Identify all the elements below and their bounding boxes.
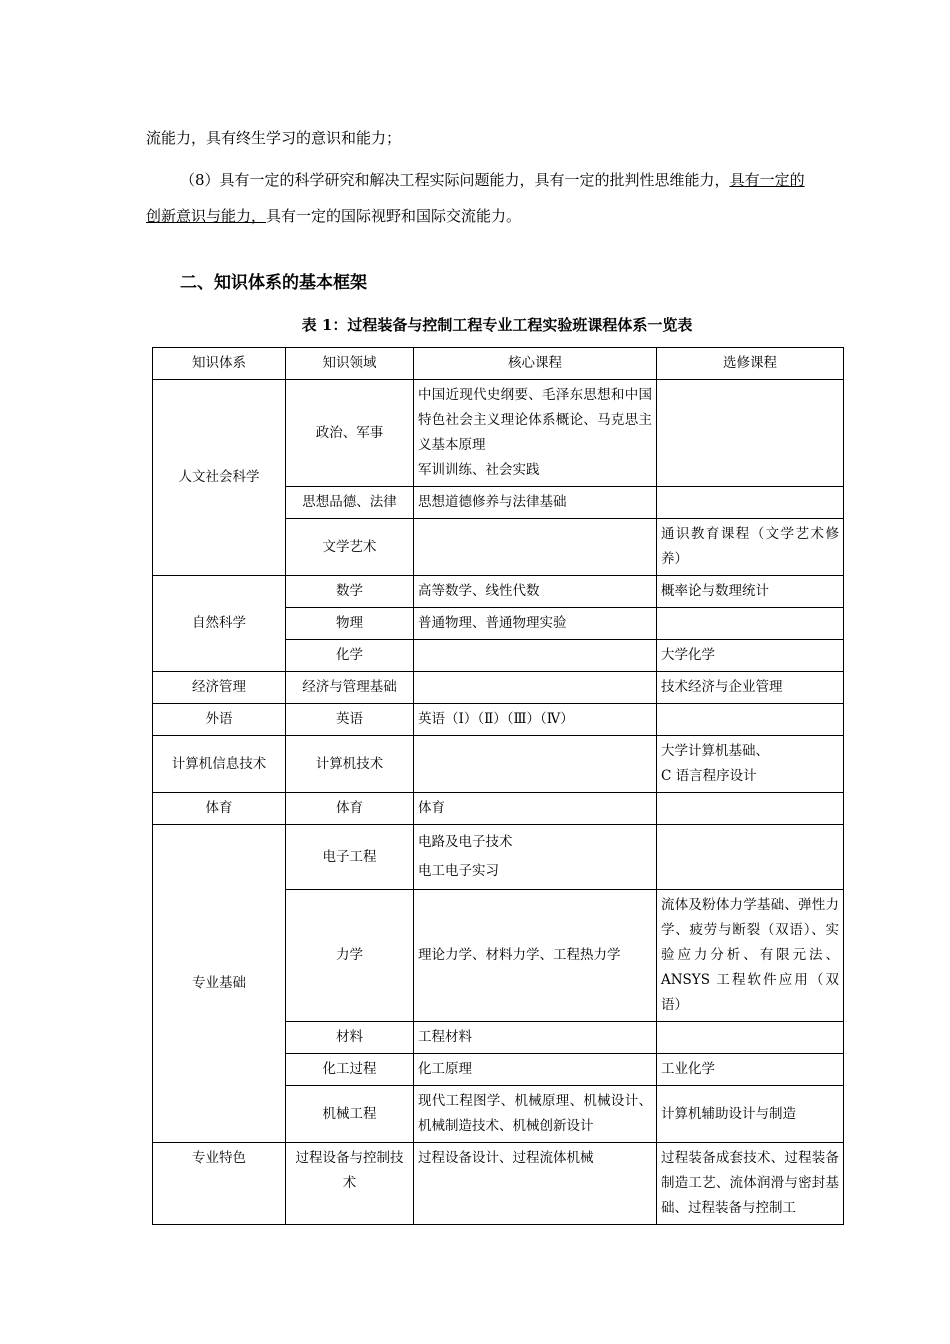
field-cell: 计算机技术 <box>286 736 414 793</box>
elective-cell: 大学化学 <box>657 640 844 672</box>
elective-text: 大学计算机基础、 <box>661 743 769 759</box>
core-cell: 英语（Ⅰ）（Ⅱ）（Ⅲ）（Ⅳ） <box>414 704 657 736</box>
system-cell: 自然科学 <box>153 576 286 672</box>
core-cell <box>414 519 657 576</box>
core-cell: 化工原理 <box>414 1054 657 1086</box>
field-cell: 物理 <box>286 608 414 640</box>
paragraph-text: 流能力，具有终生学习的意识和能力； <box>146 129 402 147</box>
header-cell: 知识领域 <box>286 348 414 380</box>
system-cell: 人文社会科学 <box>153 380 286 576</box>
table-row <box>153 576 844 608</box>
field-cell: 化工过程 <box>286 1054 414 1086</box>
paragraph-text: 具有一定的国际视野和国际交流能力。 <box>266 207 522 225</box>
table-row <box>153 793 844 825</box>
field-cell: 过程设备与控制技术 <box>286 1143 414 1225</box>
core-cell: 工程材料 <box>414 1022 657 1054</box>
header-cell: 知识体系 <box>153 348 286 380</box>
paragraph-item-8 <box>146 162 806 234</box>
core-text: 电路及电子技术 <box>418 834 513 850</box>
core-cell <box>414 672 657 704</box>
underlined-text: 具 <box>729 171 745 189</box>
elective-cell: 流体及粉体力学基础、弹性力学、疲劳与断裂（双语）、实验应力分析、有限元法、ANSYS 工程软件应用（双语） <box>657 890 844 1022</box>
system-cell: 计算机信息技术 <box>153 736 286 793</box>
elective-cell <box>657 793 844 825</box>
system-cell: 经济管理 <box>153 672 286 704</box>
elective-cell <box>657 704 844 736</box>
core-cell <box>414 380 657 487</box>
elective-cell: 工业化学 <box>657 1054 844 1086</box>
field-cell: 材料 <box>286 1022 414 1054</box>
core-cell <box>414 736 657 793</box>
section-heading: 二、知识体系的基本框架 <box>180 273 367 293</box>
field-cell: 文学艺术 <box>286 519 414 576</box>
field-cell: 政治、军事 <box>286 380 414 487</box>
elective-text: C 语言程序设计 <box>661 768 757 784</box>
underlined-text: 有一定的创新意识与能力， <box>146 171 805 225</box>
elective-cell <box>657 736 844 793</box>
field-cell: 力学 <box>286 890 414 1022</box>
field-cell: 英语 <box>286 704 414 736</box>
paragraph-continuation <box>146 128 806 148</box>
table-row <box>153 380 844 487</box>
table-caption: 表 1：过程装备与控制工程专业工程实验班课程体系一览表 <box>301 316 693 334</box>
field-cell: 数学 <box>286 576 414 608</box>
core-cell <box>414 825 657 890</box>
core-cell: 现代工程图学、机械原理、机械设计、机械制造技术、机械创新设计 <box>414 1086 657 1143</box>
curriculum-table <box>152 347 844 1225</box>
system-cell: 体育 <box>153 793 286 825</box>
core-text: 电工电子实习 <box>418 863 499 879</box>
system-cell: 外语 <box>153 704 286 736</box>
core-cell: 体育 <box>414 793 657 825</box>
core-cell <box>414 640 657 672</box>
table-row <box>153 736 844 793</box>
elective-cell: 计算机辅助设计与制造 <box>657 1086 844 1143</box>
core-cell: 理论力学、材料力学、工程热力学 <box>414 890 657 1022</box>
elective-cell <box>657 608 844 640</box>
core-cell: 普通物理、普通物理实验 <box>414 608 657 640</box>
core-text: 中国近现代史纲要、毛泽东思想和中国特色社会主义理论体系概论、马克思主义基本原理 <box>418 387 652 453</box>
paragraph-text: （8）具有一定的科学研究和解决工程实际问题能力，具有一定的批判性思维能力， <box>180 171 730 189</box>
field-cell: 化学 <box>286 640 414 672</box>
elective-cell: 过程装备成套技术、过程装备制造工艺、流体润滑与密封基础、过程装备与控制工 <box>657 1143 844 1225</box>
field-cell: 思想品德、法律 <box>286 487 414 519</box>
elective-cell <box>657 1022 844 1054</box>
field-cell: 电子工程 <box>286 825 414 890</box>
elective-cell: 概率论与数理统计 <box>657 576 844 608</box>
field-cell: 机械工程 <box>286 1086 414 1143</box>
elective-cell: 技术经济与企业管理 <box>657 672 844 704</box>
elective-cell <box>657 380 844 487</box>
core-cell: 高等数学、线性代数 <box>414 576 657 608</box>
header-cell: 核心课程 <box>414 348 657 380</box>
field-cell: 经济与管理基础 <box>286 672 414 704</box>
elective-cell <box>657 825 844 890</box>
core-cell: 过程设备设计、过程流体机械 <box>414 1143 657 1225</box>
table-row <box>153 704 844 736</box>
system-cell: 专业基础 <box>153 825 286 1143</box>
header-cell: 选修课程 <box>657 348 844 380</box>
table-row <box>153 825 844 890</box>
core-cell: 思想道德修养与法律基础 <box>414 487 657 519</box>
elective-cell <box>657 487 844 519</box>
table-row <box>153 1143 844 1225</box>
elective-cell: 通识教育课程（文学艺术修养） <box>657 519 844 576</box>
system-cell: 专业特色 <box>153 1143 286 1225</box>
field-cell: 体育 <box>286 793 414 825</box>
table-header-row <box>153 348 844 380</box>
table-row <box>153 672 844 704</box>
core-text: 军训训练、社会实践 <box>418 462 540 478</box>
